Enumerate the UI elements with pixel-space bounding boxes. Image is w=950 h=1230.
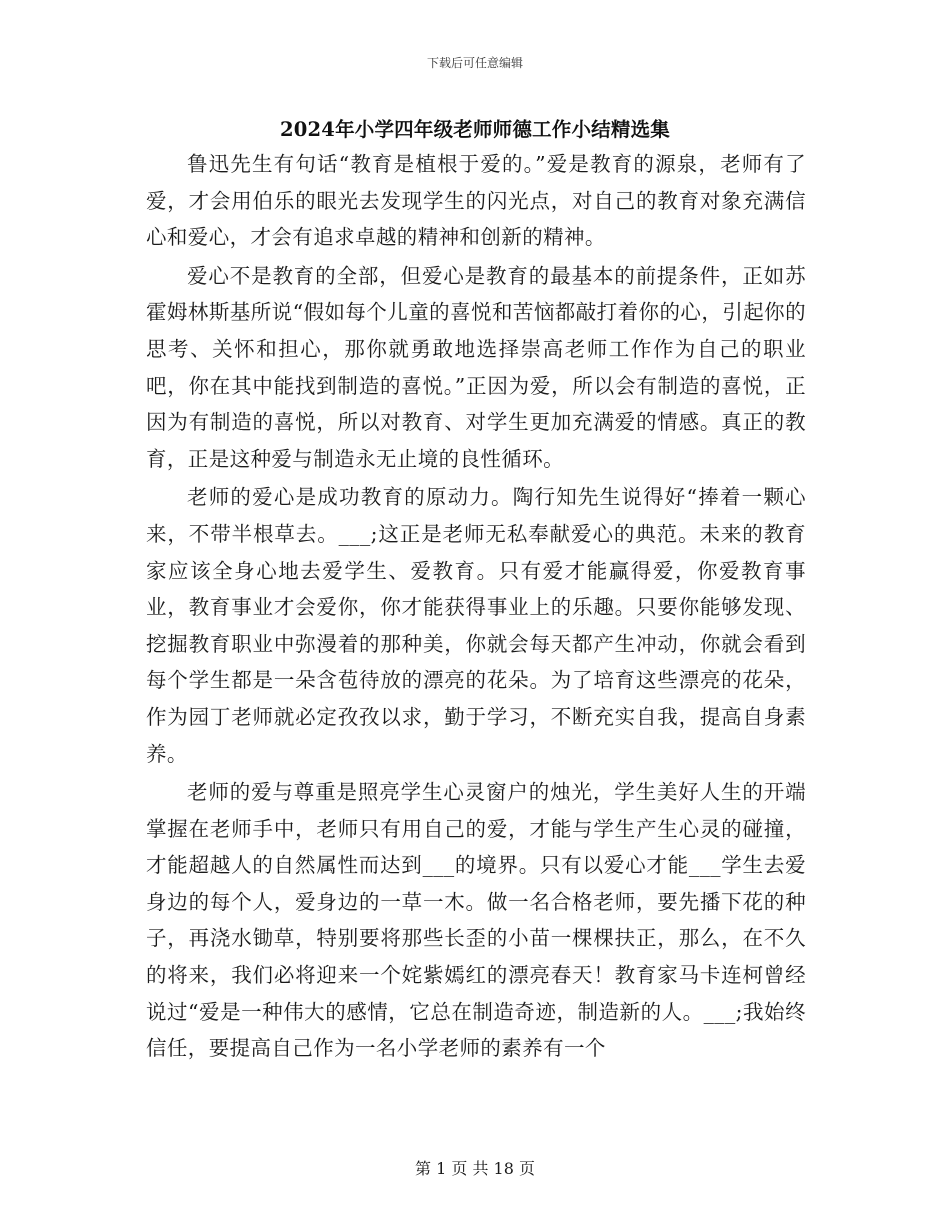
- document-title: 2024年小学四年级老师师德工作小结精选集: [280, 118, 670, 141]
- paragraph: 老师的爱与尊重是照亮学生心灵窗户的烛光，学生美好人生的开端掌握在老师手中，老师只有用自己的爱，才能与学生产生心灵的碰撞，才能超越人的自然属性而达到___的境界。只有以爱心才能___学生去爱身边的每个人，爱身边的一草一木。做一名合格老师，要先播下花的种子，再浇水锄草，特别要将那些长歪的小苗一棵棵扶正，那么，在不久的将来，我们必将迎来一个姹紫嫣红的漂亮春天！教育家马卡连柯曾经说过“爱是一种伟大的感情，它总在制造奇迹，制造新的人。___;我始终信任，要提高自己作为一名小学老师的素养有一个: [146, 780, 806, 1061]
- header-note: 下载后可任意编辑: [426, 56, 523, 70]
- document-body: [146, 146, 806, 1069]
- paragraph: 老师的爱心是成功教育的原动力。陶行知先生说得好“捧着一颗心来，不带半根草去。___;这正是老师无私奉献爱心的典范。未来的教育家应该全身心地去爱学生、爱教育。只有爱才能赢得爱，你爱教育事业，教育事业才会爱你，你才能获得事业上的乐趣。只要你能够发现、挖掘教育职业中弥漫着的那种美，你就会每天都产生冲动，你就会看到每个学生都是一朵含苞待放的漂亮的花朵。为了培育这些漂亮的花朵，作为园丁老师就必定孜孜以求，勤于学习，不断充实自我，提高自身素养。: [146, 485, 806, 766]
- page-number: 第 1 页 共 18 页: [415, 1159, 535, 1178]
- paragraph: 爱心不是教育的全部，但爱心是教育的最基本的前提条件，正如苏霍姆林斯基所说“假如每个儿童的喜悦和苦恼都敲打着你的心，引起你的思考、关怀和担心，那你就勇敢地选择崇高老师工作作为自己的职业吧，你在其中能找到制造的喜悦。”正因为爱，所以会有制造的喜悦，正因为有制造的喜悦，所以对教育、对学生更加充满爱的情感。真正的教育，正是这种爱与制造永无止境的良性循环。: [146, 263, 806, 471]
- paragraph: 鲁迅先生有句话“教育是植根于爱的。”爱是教育的源泉，老师有了爱，才会用伯乐的眼光去发现学生的闪光点，对自己的教育对象充满信心和爱心，才会有追求卓越的精神和创新的精神。: [146, 152, 806, 250]
